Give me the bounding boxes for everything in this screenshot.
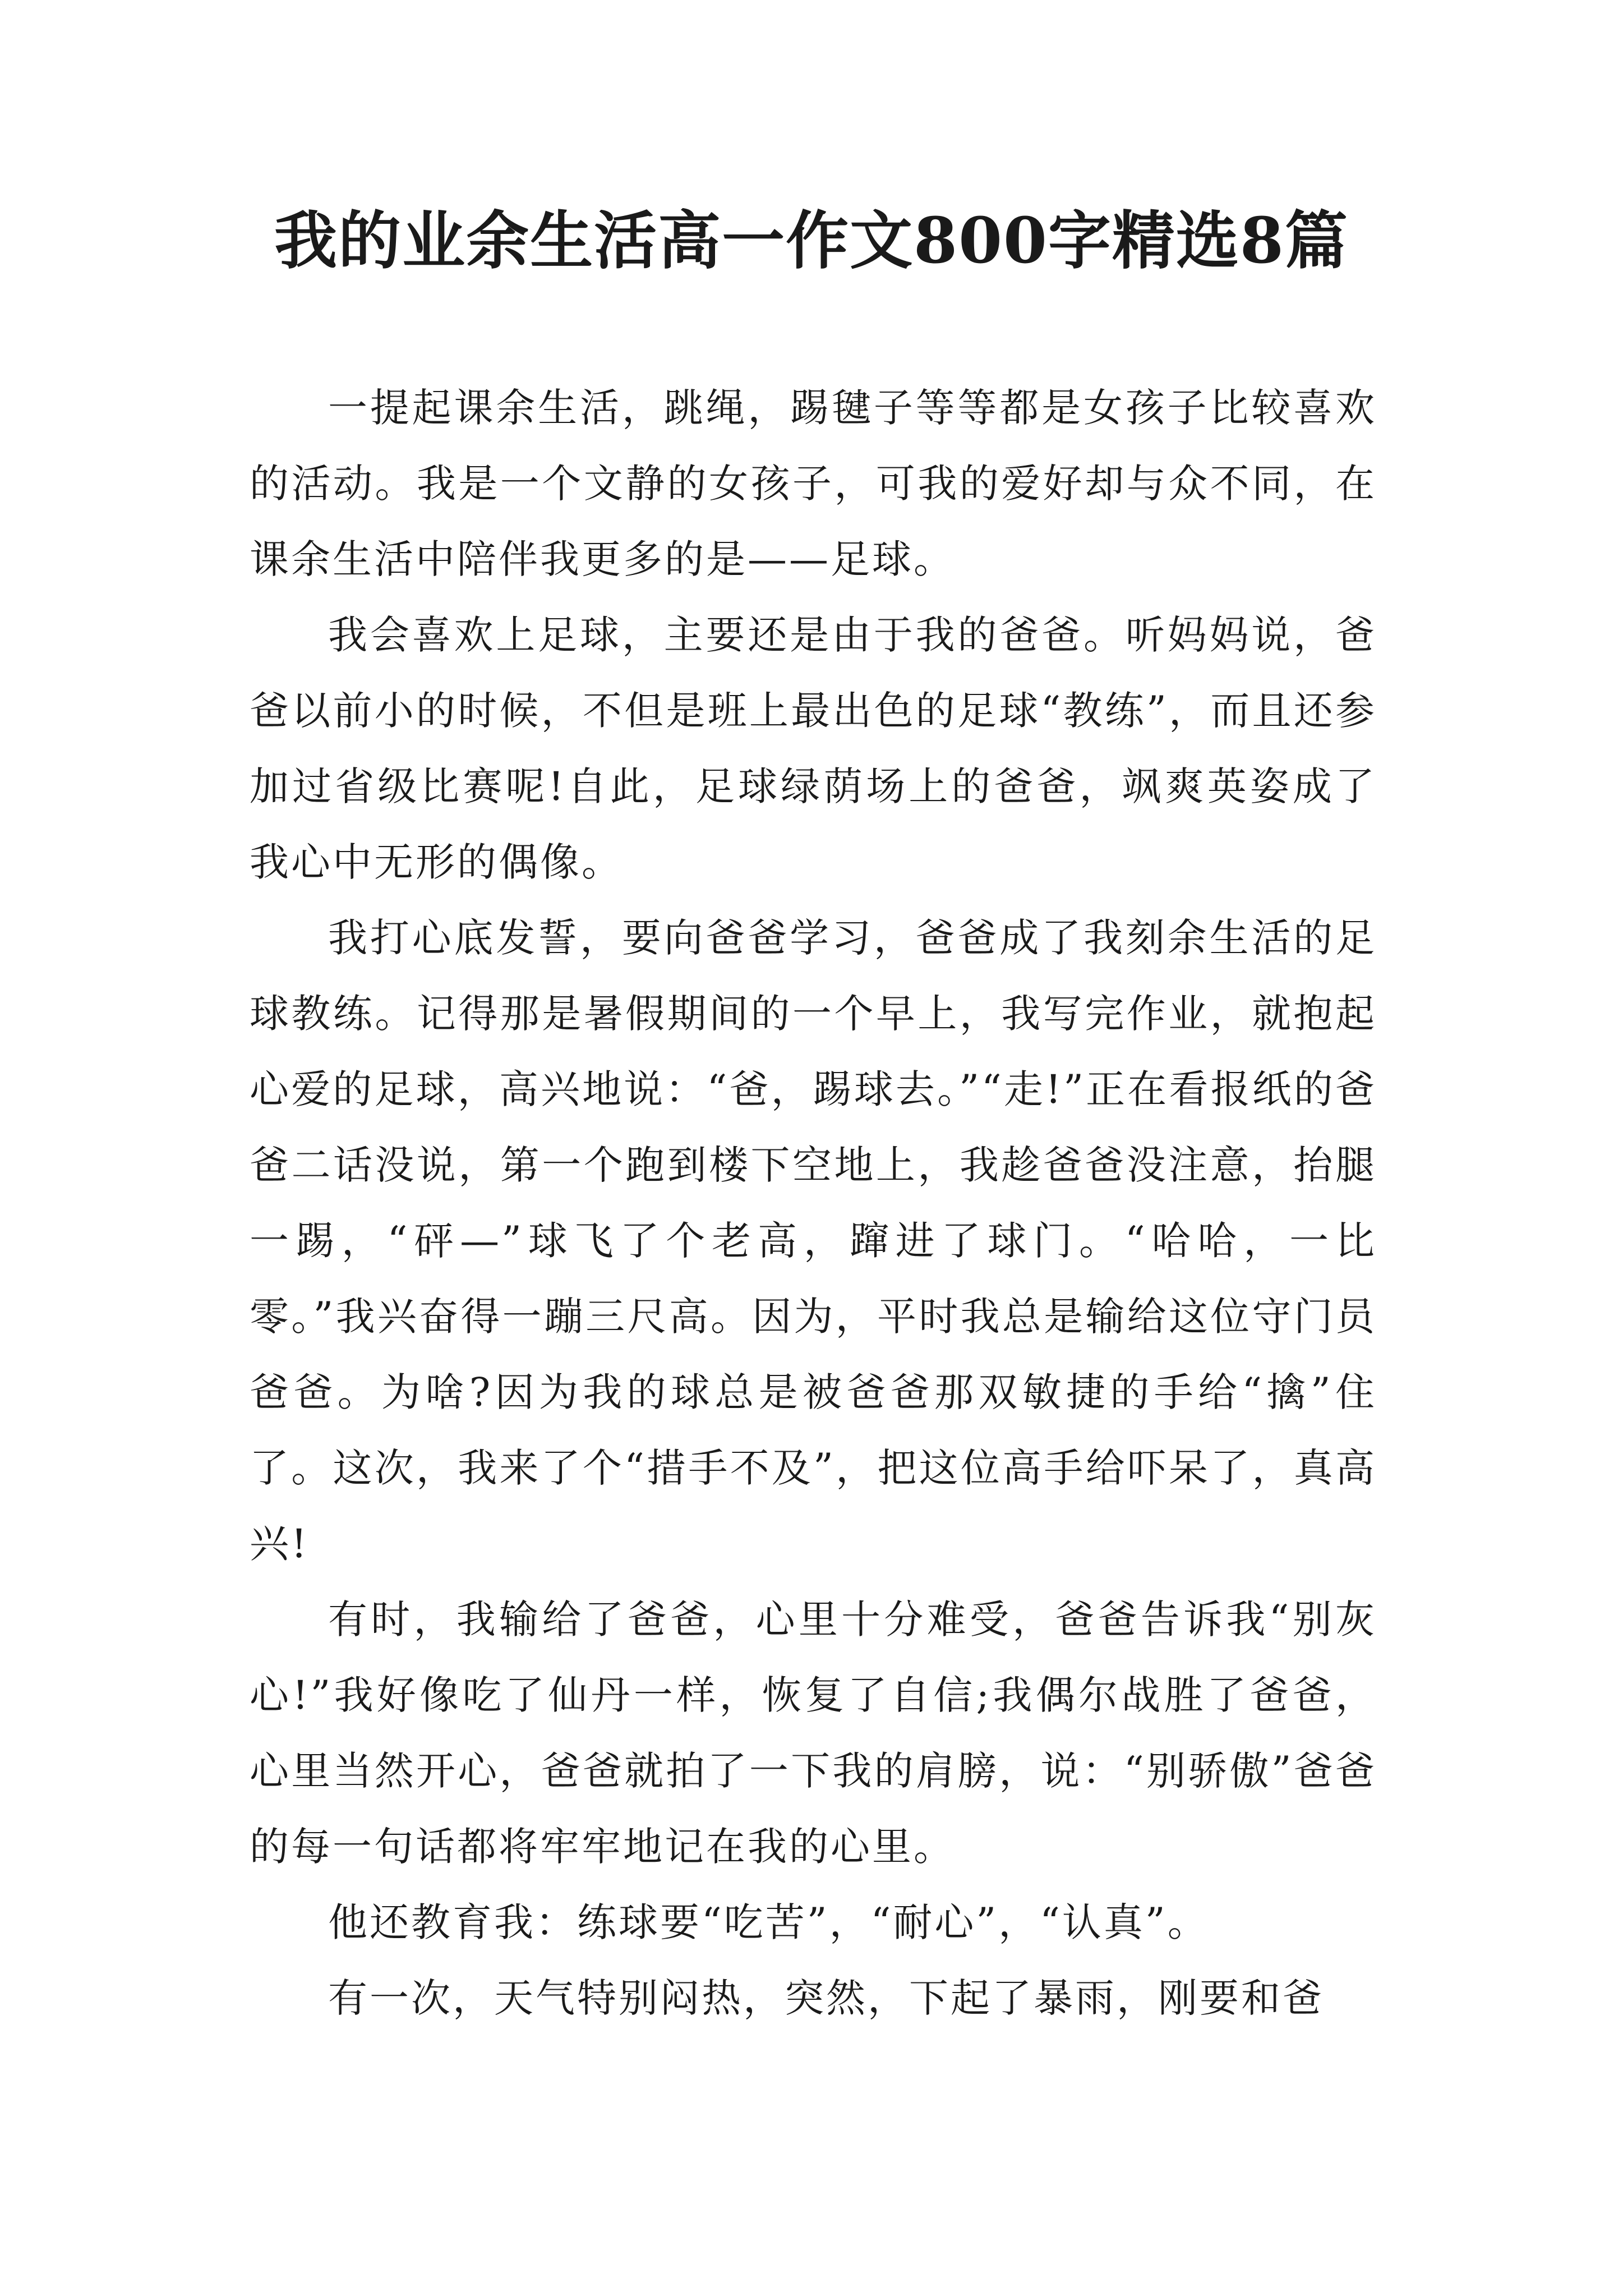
paragraph-2: 我会喜欢上足球，主要还是由于我的爸爸。听妈妈说，爸爸以前小的时候，不但是班上最出色的足球“教练”，而且还参加过省级比赛呢!自此，足球绿荫场上的爸爸，飒爽英姿成了我心中无形的偶像。 <box>250 612 1377 885</box>
paragraph-6: 有一次，天气特别闷热，突然，下起了暴雨，刚要和爸 <box>328 1975 1324 2021</box>
paragraph-1: 一提起课余生活，跳绳，踢毽子等等都是女孩子比较喜欢的活动。我是一个文静的女孩子，可我的爱好却与众不同，在课余生活中陪伴我更多的是——足球。 <box>250 385 1377 582</box>
document-body <box>250 370 1377 2036</box>
paragraph-3: 我打心底发誓，要向爸爸学习，爸爸成了我刻余生活的足球教练。记得那是暑假期间的一个早上，我写完作业，就抱起心爱的足球，高兴地说：“爸，踢球去。”“走!”正在看报纸的爸爸二话没说，第一个跑到楼下空地上，我趁爸爸没注意，抬腿一踢，“砰—”球飞了个老高，蹿进了球门。“哈哈，一比零。”我兴奋得一蹦三尺高。因为，平时我总是输给这位守门员爸爸。为啥?因为我的球总是被爸爸那双敏捷的手给“擒”住了。这次，我来了个“措手不及”，把这位高手给吓呆了，真高兴! <box>250 915 1377 1567</box>
document-title: 我的业余生活高一作文800字精选8篇 <box>274 204 1349 278</box>
paragraph-4: 有时，我输给了爸爸，心里十分难受，爸爸告诉我“别灰心!”我好像吃了仙丹一样，恢复了自信;我偶尔战胜了爸爸，心里当然开心，爸爸就拍了一下我的肩膀，说：“别骄傲”爸爸的每一句话都将牢牢地记在我的心里。 <box>250 1596 1377 1870</box>
paragraph-5: 他还教育我：练球要“吃苦”，“耐心”，“认真”。 <box>328 1899 1209 1945</box>
